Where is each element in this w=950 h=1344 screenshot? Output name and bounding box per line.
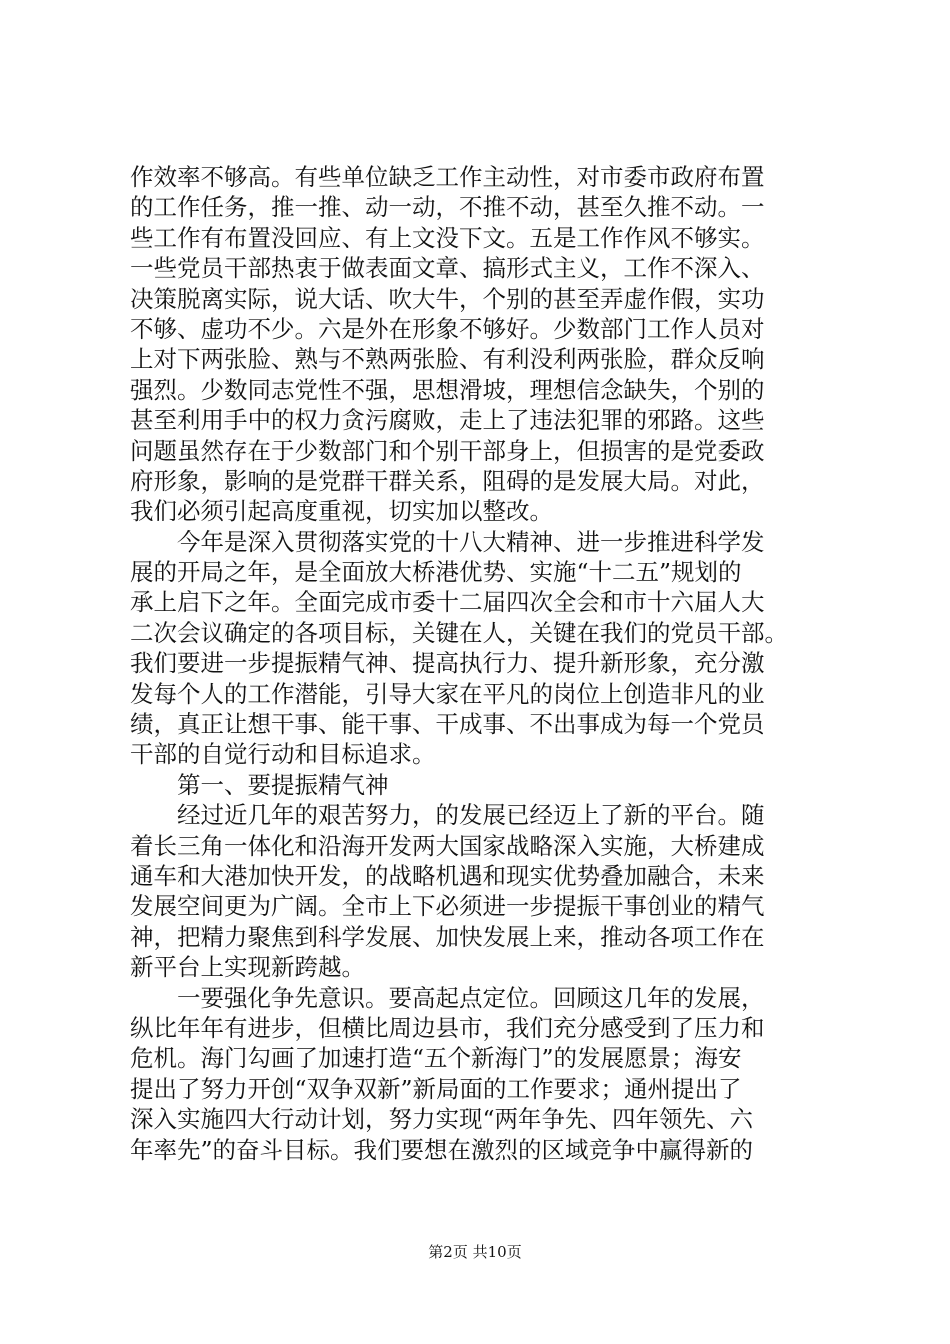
text-line: 今年是深入贯彻落实党的十八大精神、进一步推进科学发 — [130, 527, 765, 556]
text-line: 决策脱离实际，说大话、吹大牛，个别的甚至弄虚作假，实功 — [130, 284, 765, 313]
text-line: 不够、虚功不少。六是外在形象不够好。少数部门工作人员对 — [130, 314, 765, 343]
text-line: 问题虽然存在于少数部门和个别干部身上，但损害的是党委政 — [130, 436, 765, 465]
text-line: 我们必须引起高度重视，切实加以整改。 — [130, 497, 553, 526]
page-number-footer: 第2页 共10页 — [428, 1243, 522, 1261]
text-line: 神，把精力聚焦到科学发展、加快发展上来，推动各项工作在 — [130, 922, 765, 951]
text-line: 着长三角一体化和沿海开发两大国家战略深入实施，大桥建成 — [130, 831, 765, 860]
text-line: 绩，真正让想干事、能干事、干成事、不出事成为每一个党员 — [130, 710, 765, 739]
text-line: 深入实施四大行动计划，努力实现“两年争先、四年领先、六 — [130, 1105, 754, 1134]
text-line: 些工作有布置没回应、有上文没下文。五是工作作风不够实。 — [130, 223, 765, 252]
body-text — [130, 162, 830, 1165]
text-line: 纵比年年有进步，但横比周边县市，我们充分感受到了压力和 — [130, 1013, 765, 1042]
text-line: 强烈。少数同志党性不强，思想滑坡，理想信念缺失，个别的 — [130, 375, 765, 404]
text-line: 府形象，影响的是党群干群关系，阻碍的是发展大局。对此， — [130, 466, 765, 495]
text-line: 我们要进一步提振精气神、提高执行力、提升新形象，充分激 — [130, 649, 765, 678]
text-line: 年率先”的奋斗目标。我们要想在激烈的区域竞争中赢得新的 — [130, 1135, 754, 1164]
text-line: 新平台上实现新跨越。 — [130, 953, 365, 982]
text-line: 二次会议确定的各项目标，关键在人，关键在我们的党员干部。 — [130, 618, 788, 647]
text-line: 提出了努力开创“双争双新”新局面的工作要求；通州提出了 — [130, 1074, 742, 1103]
text-line: 作效率不够高。有些单位缺乏工作主动性，对市委市政府布置 — [130, 163, 765, 191]
text-line: 承上启下之年。全面完成市委十二届四次全会和市十六届人大 — [130, 588, 765, 617]
text-line: 上对下两张脸、熟与不熟两张脸、有利没利两张脸，群众反响 — [130, 345, 765, 374]
text-line: 经过近几年的艰苦努力，的发展已经迈上了新的平台。随 — [130, 801, 765, 830]
text-line: 通车和大港加快开发，的战略机遇和现实优势叠加融合，未来 — [130, 861, 765, 890]
text-line: 的工作任务，推一推、动一动，不推不动，甚至久推不动。一 — [130, 193, 765, 222]
text-line: 发展空间更为广阔。全市上下必须进一步提振干事创业的精气 — [130, 892, 765, 921]
text-line: 一些党员干部热衷于做表面文章、搞形式主义，工作不深入、 — [130, 254, 765, 283]
text-line: 危机。海门勾画了加速打造“五个新海门”的发展愿景；海安 — [130, 1044, 742, 1073]
text-line: 干部的自觉行动和目标追求。 — [130, 740, 436, 769]
text-line: 展的开局之年，是全面放大桥港优势、实施“十二五”规划的 — [130, 558, 742, 587]
text-line: 一要强化争先意识。要高起点定位。回顾这几年的发展， — [130, 983, 765, 1012]
text-line: 甚至利用手中的权力贪污腐败，走上了违法犯罪的邪路。这些 — [130, 406, 765, 435]
text-line: 发每个人的工作潜能，引导大家在平凡的岗位上创造非凡的业 — [130, 679, 765, 708]
section-heading: 第一、要提振精气神 — [130, 770, 389, 799]
